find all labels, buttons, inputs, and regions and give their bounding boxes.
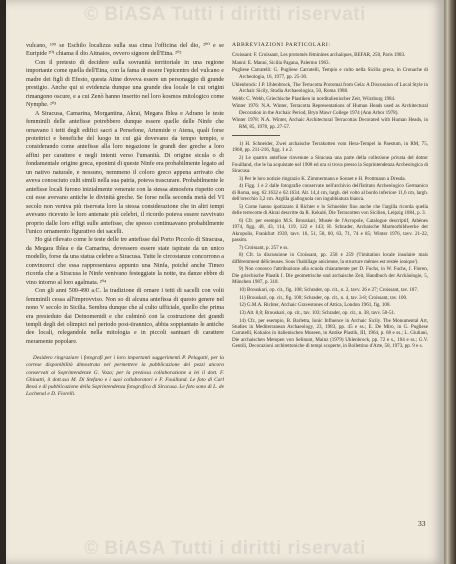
acknowledgement-note: Desidero ringraziare i fotografi per i loro importanti suggerimenti P. Pelagatti, per la cortese disponibilità dimostrata nel permettere la pubblicazione dei pezzi ancora conservati ai Soprintendenze G. Voza; per la preziosa collaborazione a lei il dott. F. Ghinatti, il dott.ssa M. Di Stefano e i suoi collaboratori e F. Fouilland. Le foto di Carl Bessi e di pubblicazione della Soprintendenza fotografica di Siracusa. Le foto sono di L. de Lachenal e D. Fiorelli. — [26, 355, 224, 397]
footnote: 8) Cfr. la discussione in Croissant, pp. 258 e 259 ('l'imitation locale insulaire mais différemment délicieuses. Sous l'habillage anicienne, la structure mêmes est restée ionique'). — [232, 252, 428, 265]
footnote: 11) Brouskari, op. cit., fig. 100; Schrader, op. cit., n. 4, tav. 3-8; Croissant, tav. 100. — [239, 294, 408, 301]
footnote: 13) Alt. 8,8; Brouskari, op. cit., tav. 103; Schrader, op. cit., n. 38, tavv. 50-51. — [239, 310, 396, 317]
body-paragraph: Con gli anni 500-490 a.C. la tradizione di ornare i tetti di sacelli con volti femminili cessa all'improvviso. Non so di alcuna antefissa di questo genere nel nono V secolo in Sicilia. Sembra dunque che al culto ufficiale, quello che prima era presieduto dai Deinomenidi e che culminò con la costruzione dei grandi templi degli dei olimpici nel periodo post-tirannico, abbia soppiantato le antiche dee locali, relegandole nella mitologia e in piccoli santuari di carattere meramente popolare. — [26, 288, 224, 345]
footnote: 1) H. Schneider, Zwei archaische Terrakotten vom Hera-Tempel in Paestum, in RM, 75, 1968, pp. 211-216, figg. 1 e 2. — [232, 141, 428, 154]
abbreviation-entry: Winter 1976: N.A. Winter, Terracotta Representations of Human Heads used as Architectural Decoration in the Archaic Period, Bryn Mawr College 1974 (Ann Arbor 1978). — [232, 103, 428, 116]
footnote: 5) Come hanno ipotizzato il Richter e lo Schneider fino anche che l'argilla ricorda quella delle terrecotte di Akrai descritte da R. Kekulé, Die Terracotten von Sicilien, Leipzig 1884, p. 3. — [232, 203, 428, 217]
body-paragraph: Con il pretesto di decidere sulla sovranità territoriale in una regione importante come quella dell'Etna, con la fama di essere l'epicentro del vulcano e madre dei figli di Efesto, questa Aitne doveva essere un personaggio di grande prestigio. Anche qui si evidenzia dunque una grande dea locale le cui origini rimangono oscure, e a cui Zenò hanno inserito nel loro kosmos mitologico come Nymphe. ²⁰³ — [26, 59, 224, 109]
abbreviation-entry: Croissant: F. Croissant, Les protomés féminines archaïques, BEFAR, 250, Paris 1983. — [232, 52, 406, 58]
footnote: 10) Brouskari, op. cit., fig. 108; Schrader, op. cit., n. 2, tavv. 26 e 27; Croissant, tav. 107. — [239, 286, 419, 293]
footnote: 7) Croissant, p. 257 e ss. — [239, 244, 289, 251]
footnote: 9) Non conosco l'attribuzione alla scuola chiaramente per D. Fuchs, in W. Fuchs, J. Floren, Die griechische Plastik I. Die geometrische und archaische Zeit, Handbuch der Archäologie, 5, München 1987, p. 318. — [232, 266, 428, 286]
right-column — [232, 42, 428, 351]
body-paragraph: vulcano, ¹⁹⁹ se Eschilo localizza sulla sua cima l'officina del dio, ²⁰⁰ e se Euripide ²⁰¹ chiama il dio Aitnaios, ovvero signore dell'Etna. ²⁰² — [26, 43, 224, 58]
book-page — [6, 0, 444, 564]
abbreviation-entry: Manni: E. Manni, Sicilia Pagana, Palermo 1963. — [232, 59, 330, 66]
footnote: 2) Le quattro antefisse rinvenute a Siracusa una parte della collezione privata del dottor Fouilland, che le ha acquistate nel 1908 ed ora si trova presso la Soprintendenza Archeologica di Siracusa. — [232, 155, 428, 174]
book-spine-edge — [444, 0, 456, 564]
footnote: 4) Figg. 1 e 2 dalle fotografie conservate nell'archivio dell'Istituto Archeologico Germanico di Roma, neg. 62.1632 e 62.1634. Alt. 14,4 cm, largh. del volto al bordo inferiore 11,6 cm, largh. dell'orecchio 3,2 cm. Argilla giallognola con ingubbiatura bianca. — [232, 183, 428, 203]
abbreviations-title: ABBREVIAZIONI PARTICOLARI: — [232, 42, 331, 48]
left-column — [26, 42, 224, 398]
body-paragraph: A Siracusa, Camarina, Morgantina, Akrai, Megara Iblea e Adrano le teste femminili delle antefisse potrebbero dunque essere quelle delle Ninfe che ornavano i tetti degli edifici sacri a Persefone, Artemide o Atena, quali forse protettrici e benefiche del luogo in cui già dovevano da tempo tempio, e considerando come antefisse alla loro negazione le grandi dee greche a loro affini per carattere e negli intenti verso l'umanità. Di origine sicula o di fondamentale origine greca, eponimi di queste Ninfe era probabilmente legato ad un nativo naturale, e nessuno, nemmeno il coloro greco appena arrivato che aveva conosciuto culti simili nella sua patria, poteva trascurare. Probabilmente le antefisse locali furono inizialmente venerate con la stessa atmosfera rispetto con cui esse avevano antiche le divinità greche. Se forse nella seconda metà del VI secolo non veniva più riservata loro la stessa considerazione che in altri tempi avevano ricevuto le loro antenate più celebri, il ricordo poteva essere ravvivato proprio dalle loro effigi sulle antefisse, che spesso continuavano probabilmente l'unico ornamento figurativo dei sacelli. — [26, 110, 224, 235]
page-number: 33 — [418, 519, 426, 528]
watermark-top: © BiASA Tutti i diritti riservati — [84, 4, 366, 25]
footnote: 6) Cfr. per esempio M.S. Brouskari, Musée de l'Acropole, Catalogue descriptif, Athènes 1974, figg. 40, 43, 114, 119, 122 e 143; H. Schrader, Archaische Marmorbildwerke der Akropolis, Frankfurt 1939, tavv. 16, 51, 58, 60, 63, 71, 74 e 85; Winter 1976, tavv. 21-22, passim. — [232, 217, 428, 243]
body-paragraph: Ho già rilevato come le teste delle tre antefisse dal Porto Piccolo di Siracusa, da Megara Iblea e da Camarina, dovessero essere state ispirate da un unico modello, forse da una statua celebre a Siracusa. Tutte le circostanze concorrono a convincerci che essa rappresentava appunto una Ninfa, poiché anche Timeo ricorda che a Siracusa le Ninfe venivano festeggiate la notte, tra danze ebbre di vino intorno al loro agalmata. ²⁰⁴ — [26, 237, 224, 286]
abbreviation-entry: Pugliese Carratelli: G. Pugliese Carratelli, Tempio e culto nella Sicilia greca, in Cronache di Archeologia, 16, 1977, pp. 25-30. — [232, 67, 428, 80]
abbreviation-entry: Webb: C. Webb, Griechische Plastiken in norditalienischer Zeit, Würzburg 1984. — [232, 95, 396, 102]
footnote: 14) Cfr., per esempio, B. Barletta, Ionic Influence in Archaic Sicily. The Monumental Art, Studies in Mediterranean Archaeology, 23, 1983, pp. 45 e ss.; E. De Miro, in G. Pugliese Carratelli, Kokalos in italienischen Museen, in Antike Plastik, III, 1964, p. 68 e ss.; L. Giuliani, Die archaischen Metopen von Selinunt, Mainz (1979) Uhlenbrock, pp. 72 e s., 104 e ss.; G.V. Gentili, Decorazioni architettoniche di tempi scoperte, in Bollettino d'Arte, 58, 1973, pp. 9 e s. — [232, 317, 428, 350]
abbreviation-entry: Uhlenbrock: J.P. Uhlenbrock, The Terracotta Protomai from Gela: A Discussion of Local Style in Archaic Sicily, Studia Archaeologica, 50, Roma 1988. — [232, 81, 428, 94]
footnote-separator — [232, 135, 280, 136]
abbreviation-entry: Winter 1978: N.A. Winter, Archaic Architectural Terracottas Decorated with Human Heads, in RM, 85, 1978, pp. 27-57. — [232, 117, 428, 130]
footnote: 3) Per le loro notizie ringrazio K. Zimmermann e Sonnet e H. Prottmann a Dresda. — [239, 175, 406, 182]
footnote: 12) G.M.A. Richter, Archaic Gravestones of Attica, London 1961, fig. 108. — [239, 302, 391, 309]
watermark-bottom: © BiASA Tutti i diritti riservati — [84, 538, 366, 559]
